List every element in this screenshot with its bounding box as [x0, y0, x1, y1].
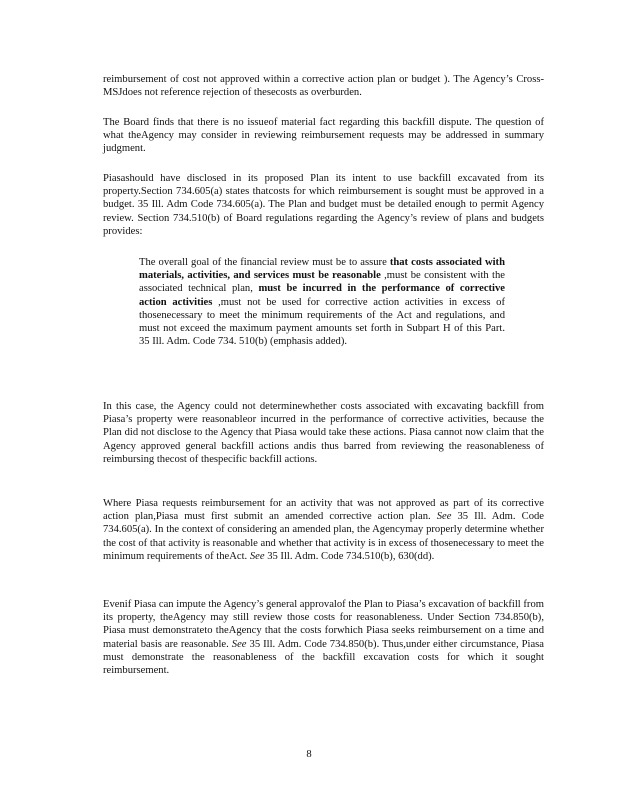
paragraph-where-piasa	[103, 497, 544, 563]
page-number: 8	[306, 749, 312, 760]
block-quote	[139, 256, 505, 348]
paragraph-text: 35 Ill. Adm. Code 734.605(a). In the context of considering an amended plan, the Agencymay properly determine whether the cost of that activity is reasonable and whether that activity is in excess of thosenecessary to meet the minimum requirements of theAct.	[103, 511, 544, 562]
quote-emphasis: must be incurred in the performance of corrective action activities	[139, 283, 505, 308]
quote-text: ,must be consistent with the associated technical plan,	[139, 270, 505, 295]
paragraph-board-finding: The Board finds that there is no issueof material fact regarding this backfill dispute. The question of what theAgency may consider in reviewing reimbursement requests may be addressed in summary judgment.	[103, 117, 544, 155]
paragraph-text: Evenif Piasa can impute the Agency’s general approvalof the Plan to Piasa’s excavation of backfill from its property, theAgency may still review those costs for reasonableness. Under Section 734.850(b), Piasa must demonstrateto theAgency that the costs forwhich Piasa seeks reimbursement on a time and material basis are reasonable.	[103, 599, 544, 650]
paragraph-disclosure: Piasashould have disclosed in its proposed Plan its intent to use backfill excavated from its property.Section 734.605(a) states thatcosts for which reimbursement is sought must be approved in a budget. 35 Ill. Adm Code 734.605(a). The Plan and budget must be detailed enough to permit Agency review. Section 734.510(b) of Board regulations regarding the Agency’s review of plans and budgets provides:	[103, 173, 544, 237]
paragraph-even-if	[103, 598, 544, 677]
quote-emphasis: that costs associated with materials, activities, and services must be reasonable	[139, 257, 505, 282]
paragraph-in-this-case: In this case, the Agency could not determinewhether costs associated with excavating backfill from Piasa’s property were reasonableor incurred in the performance of corrective activities, because the Plan did not disclose to the Agency that Piasa would take these actions. Piasa cannot now claim that the Agency approved general backfill actions andis thus barred from reviewing the reasonableness of reimbursing thecost of thespecific backfill actions.	[103, 401, 544, 465]
see-signal: See	[436, 511, 452, 523]
paragraph-continuation: reimbursement of cost not approved within a corrective action plan or budget ). The Agency’s Cross-MSJdoes not reference rejection of thesecosts as overburden.	[103, 74, 544, 99]
see-signal: See	[249, 550, 265, 562]
paragraph-text: 35 Ill. Adm. Code 734.510(b), 630(dd).	[267, 550, 435, 562]
paragraph-text: 35 Ill. Adm. Code 734.850(b). Thus,under either circumstance, Piasa must demonstrate the reasonableness of the backfill excavation costs for which it sought reimbursement.	[103, 638, 545, 677]
quote-text: The overall goal of the financial review must be to assure	[139, 257, 387, 268]
see-signal: See	[231, 638, 247, 650]
paragraph-text: Where Piasa requests reimbursement for an activity that was not approved as part of its corrective action plan,Piasa must first submit an amended corrective action plan.	[103, 498, 544, 523]
quote-text: ,must not be used for corrective action activities in excess of thosenecessary to meet the minimum requirements of the Act and regulations, and must not exceed the maximum payment amounts set forth in Subpart H of this Part. 35 Ill. Adm. Code 734. 510(b) (emphasis added).	[139, 296, 505, 348]
